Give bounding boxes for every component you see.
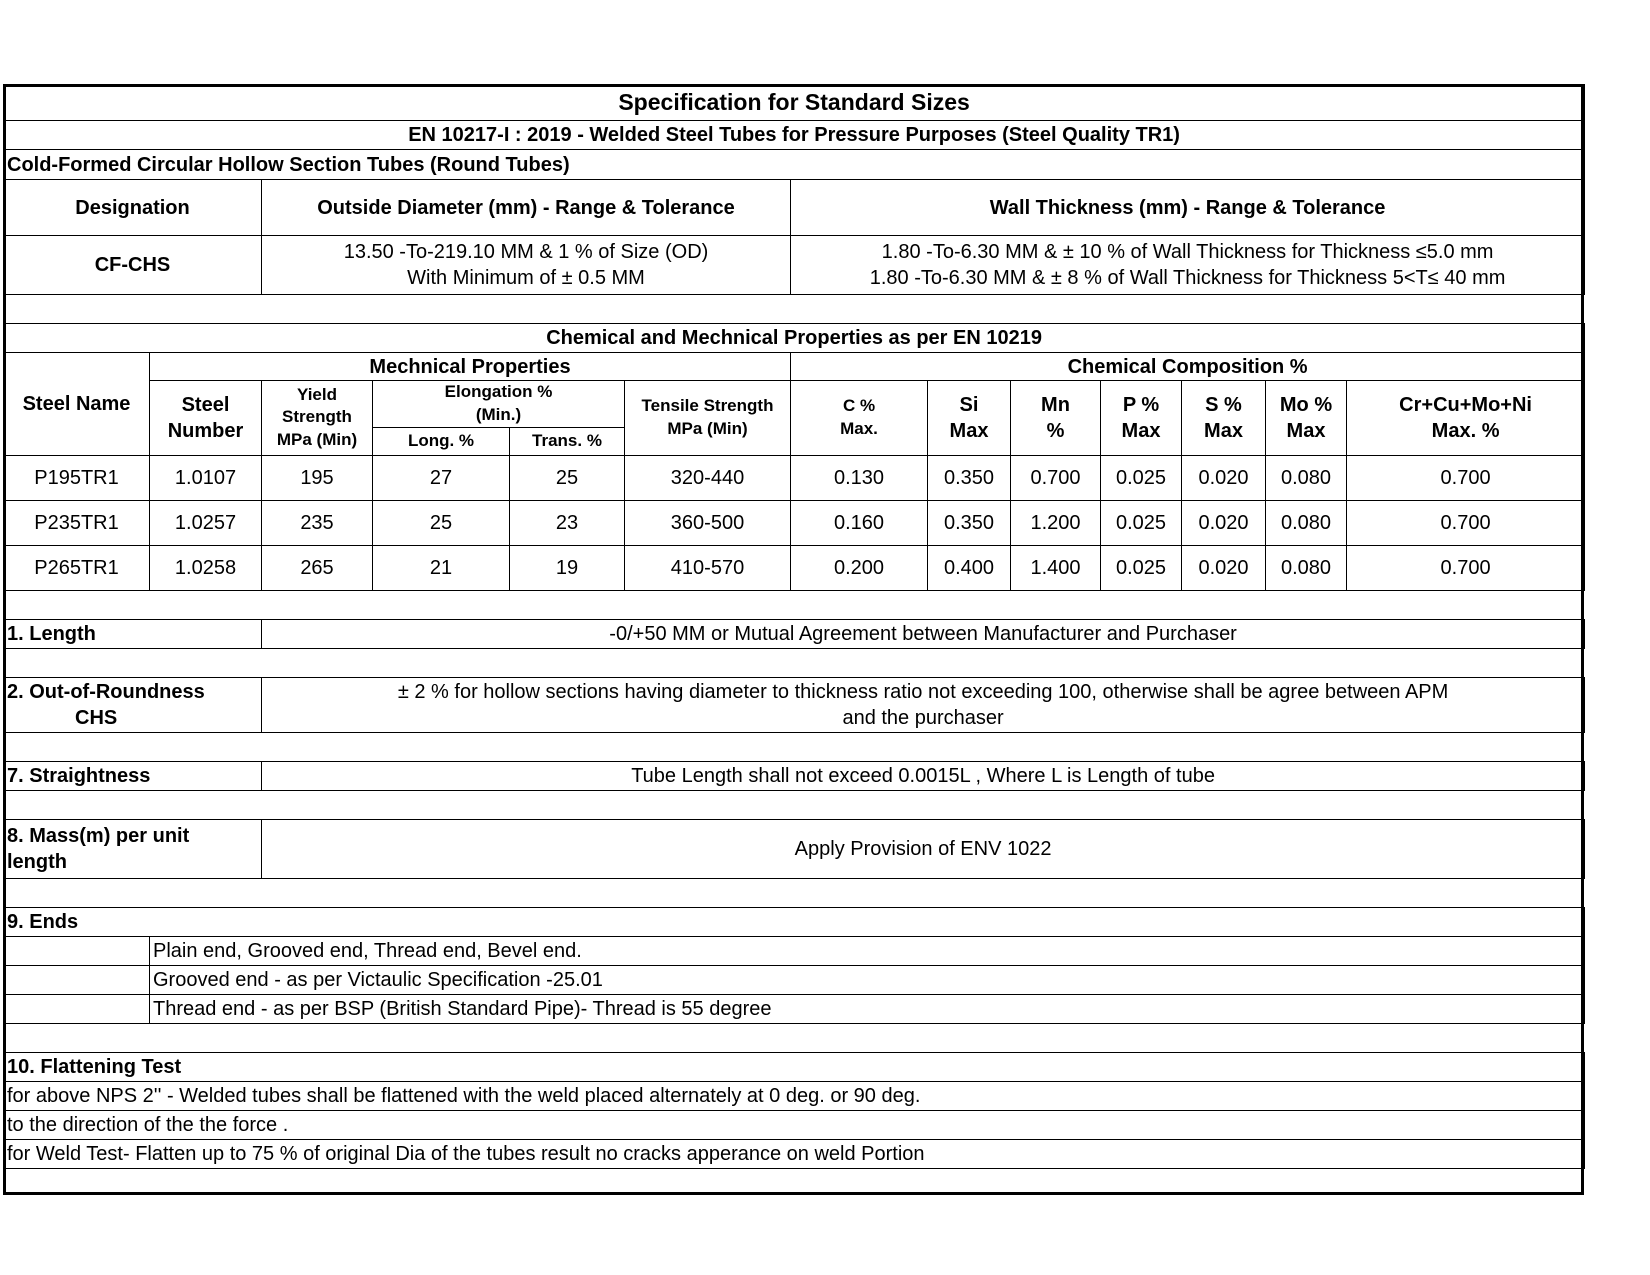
long-elongation-header: Long. % [373,427,510,455]
designation-value: CF-CHS [4,236,262,295]
roundness-value-line-2: and the purchaser [842,706,1004,729]
ends-item-2: Grooved end - as per Victaulic Specification -25.01 [150,965,1585,994]
table-row [4,455,1585,500]
carbon-cell: 0.130 [791,455,928,500]
manganese-header [1011,381,1101,456]
tensile-strength-header [625,381,791,456]
trans-cell: 19 [510,545,625,590]
steel-number-cell: 1.0107 [150,455,262,500]
spacer-row [4,590,1585,619]
cr-cu-mo-ni-cell: 0.700 [1347,500,1585,545]
trans-cell: 23 [510,500,625,545]
flattening-label: 10. Flattening Test [4,1052,1585,1081]
steel-number-cell: 1.0258 [150,545,262,590]
molybdenum-cell: 0.080 [1266,455,1347,500]
ends-item-1: Plain end, Grooved end, Thread end, Bevel end. [150,936,1585,965]
wall-thickness-value [791,236,1585,295]
yield-cell: 265 [262,545,373,590]
mass-value: Apply Provision of ENV 1022 [262,819,1585,878]
spec-sheet [3,84,1584,1195]
tensile-cell: 360-500 [625,500,791,545]
trans-elongation-header: Trans. % [510,427,625,455]
outside-diameter-header: Outside Diameter (mm) - Range & Tolerance [262,180,791,236]
elongation-header [373,381,625,428]
wall-thickness-header: Wall Thickness (mm) - Range & Tolerance [791,180,1585,236]
spacer-row [4,648,1585,677]
ends-label: 9. Ends [4,907,1585,936]
phosphorus-cell: 0.025 [1101,455,1182,500]
yield-line-3: MPa (Min) [276,430,358,450]
tensile-cell: 320-440 [625,455,791,500]
yield-strength-header [262,381,373,456]
tensile-line-2: MPa (Min) [667,418,748,438]
steel-name-cell: P265TR1 [4,545,150,590]
table-row [4,545,1585,590]
yield-cell: 235 [262,500,373,545]
molybdenum-line-1: Mo % [1279,393,1333,416]
manganese-line-1: Mn [1041,393,1070,416]
yield-cell: 195 [262,455,373,500]
carbon-line-2: Max. [840,418,878,438]
list-item [4,1081,1585,1110]
length-value: -0/+50 MM or Mutual Agreement between Manufacturer and Purchaser [262,619,1585,648]
spacer-row [4,878,1585,907]
sulphur-header [1182,381,1266,456]
spacer-row [4,732,1585,761]
wt-line-1: 1.80 -To-6.30 MM & ± 10 % of Wall Thickness for Thickness ≤5.0 mm [881,241,1494,263]
spec-table [3,84,1585,1169]
steel-name-cell: P235TR1 [4,500,150,545]
sulphur-cell: 0.020 [1182,500,1266,545]
designation-header: Designation [4,180,262,236]
list-item [4,994,1585,1023]
list-item [4,965,1585,994]
steel-name-header: Steel Name [4,353,150,456]
od-line-1: 13.50 -To-219.10 MM & 1 % of Size (OD) [343,241,709,263]
roundness-value-line-1: ± 2 % for hollow sections having diameter to thickness ratio not exceeding 100, otherwise shall be agree between APM [397,680,1449,703]
section-label: Cold-Formed Circular Hollow Section Tubes (Round Tubes) [4,150,1585,180]
mechanical-properties-header: Mechnical Properties [150,353,791,381]
long-cell: 25 [373,500,510,545]
silicon-line-1: Si [959,393,979,416]
molybdenum-cell: 0.080 [1266,545,1347,590]
table-row [4,500,1585,545]
od-line-2: With Minimum of ± 0.5 MM [407,267,645,289]
mass-label-line-2: length [7,850,67,873]
ends-indent [4,965,150,994]
phosphorus-line-2: Max [1121,419,1161,442]
steel-number-line-2: Number [167,419,244,442]
cr-cu-mo-ni-line-2: Max. % [1431,419,1500,442]
page-title: Specification for Standard Sizes [4,85,1585,121]
manganese-line-2: % [1046,419,1065,442]
sulphur-cell: 0.020 [1182,545,1266,590]
carbon-cell: 0.200 [791,545,928,590]
long-cell: 27 [373,455,510,500]
phosphorus-cell: 0.025 [1101,545,1182,590]
cr-cu-mo-ni-line-1: Cr+Cu+Mo+Ni [1399,393,1532,416]
ends-indent [4,936,150,965]
ends-indent [4,994,150,1023]
steel-number-header [150,381,262,456]
wt-line-2: 1.80 -To-6.30 MM & ± 8 % of Wall Thickness for Thickness 5<T≤ 40 mm [869,267,1506,289]
cr-cu-mo-ni-cell: 0.700 [1347,455,1585,500]
mass-label-line-1: 8. Mass(m) per unit [7,824,190,847]
long-cell: 21 [373,545,510,590]
silicon-header [928,381,1011,456]
elongation-line-2: (Min.) [475,404,522,424]
silicon-cell: 0.350 [928,500,1011,545]
roundness-value [262,677,1585,732]
carbon-header [791,381,928,456]
carbon-line-1: C % [842,396,876,415]
cr-cu-mo-ni-cell: 0.700 [1347,545,1585,590]
elongation-line-1: Elongation % [444,382,553,401]
phosphorus-header [1101,381,1182,456]
roundness-label [4,677,262,732]
manganese-cell: 0.700 [1011,455,1101,500]
tensile-cell: 410-570 [625,545,791,590]
manganese-cell: 1.200 [1011,500,1101,545]
roundness-label-line-2: CHS [75,706,118,729]
outside-diameter-value [262,236,791,295]
tensile-line-1: Tensile Strength [641,396,774,415]
molybdenum-cell: 0.080 [1266,500,1347,545]
sulphur-cell: 0.020 [1182,455,1266,500]
steel-number-cell: 1.0257 [150,500,262,545]
steel-number-line-1: Steel [181,393,230,416]
spacer-row [4,295,1585,324]
manganese-cell: 1.400 [1011,545,1101,590]
yield-line-1: Yield [297,384,337,404]
length-label: 1. Length [4,619,262,648]
silicon-cell: 0.350 [928,455,1011,500]
list-item [4,1110,1585,1139]
straightness-label: 7. Straightness [4,761,262,790]
list-item [4,936,1585,965]
properties-title: Chemical and Mechnical Properties as per EN 10219 [4,324,1585,353]
sulphur-line-2: Max [1204,419,1243,442]
standard-subtitle: EN 10217-I : 2019 - Welded Steel Tubes for Pressure Purposes (Steel Quality TR1) [4,121,1585,150]
molybdenum-header [1266,381,1347,456]
phosphorus-cell: 0.025 [1101,500,1182,545]
cr-cu-mo-ni-header [1347,381,1585,456]
flattening-line-2: to the direction of the the force . [4,1110,1585,1139]
molybdenum-line-2: Max [1286,419,1326,442]
flattening-line-1: for above NPS 2'' - Welded tubes shall be flattened with the weld placed alternately at 0 deg. or 90 deg. [4,1081,1585,1110]
sulphur-line-1: S % [1205,393,1242,416]
yield-line-2: Strength [282,407,352,427]
carbon-cell: 0.160 [791,500,928,545]
chemical-composition-header: Chemical Composition % [791,353,1585,381]
flattening-line-3: for Weld Test- Flatten up to 75 % of original Dia of the tubes result no cracks apperance on weld Portion [4,1139,1585,1168]
mass-label [4,819,262,878]
roundness-label-line-1: 2. Out-of-Roundness [7,680,205,703]
silicon-line-2: Max [949,419,989,442]
trans-cell: 25 [510,455,625,500]
ends-item-3: Thread end - as per BSP (British Standard Pipe)- Thread is 55 degree [150,994,1585,1023]
list-item [4,1139,1585,1168]
phosphorus-line-1: P % [1122,393,1160,416]
spacer-row [4,1023,1585,1052]
spacer-row [4,790,1585,819]
steel-name-cell: P195TR1 [4,455,150,500]
straightness-value: Tube Length shall not exceed 0.0015L , Where L is Length of tube [262,761,1585,790]
silicon-cell: 0.400 [928,545,1011,590]
